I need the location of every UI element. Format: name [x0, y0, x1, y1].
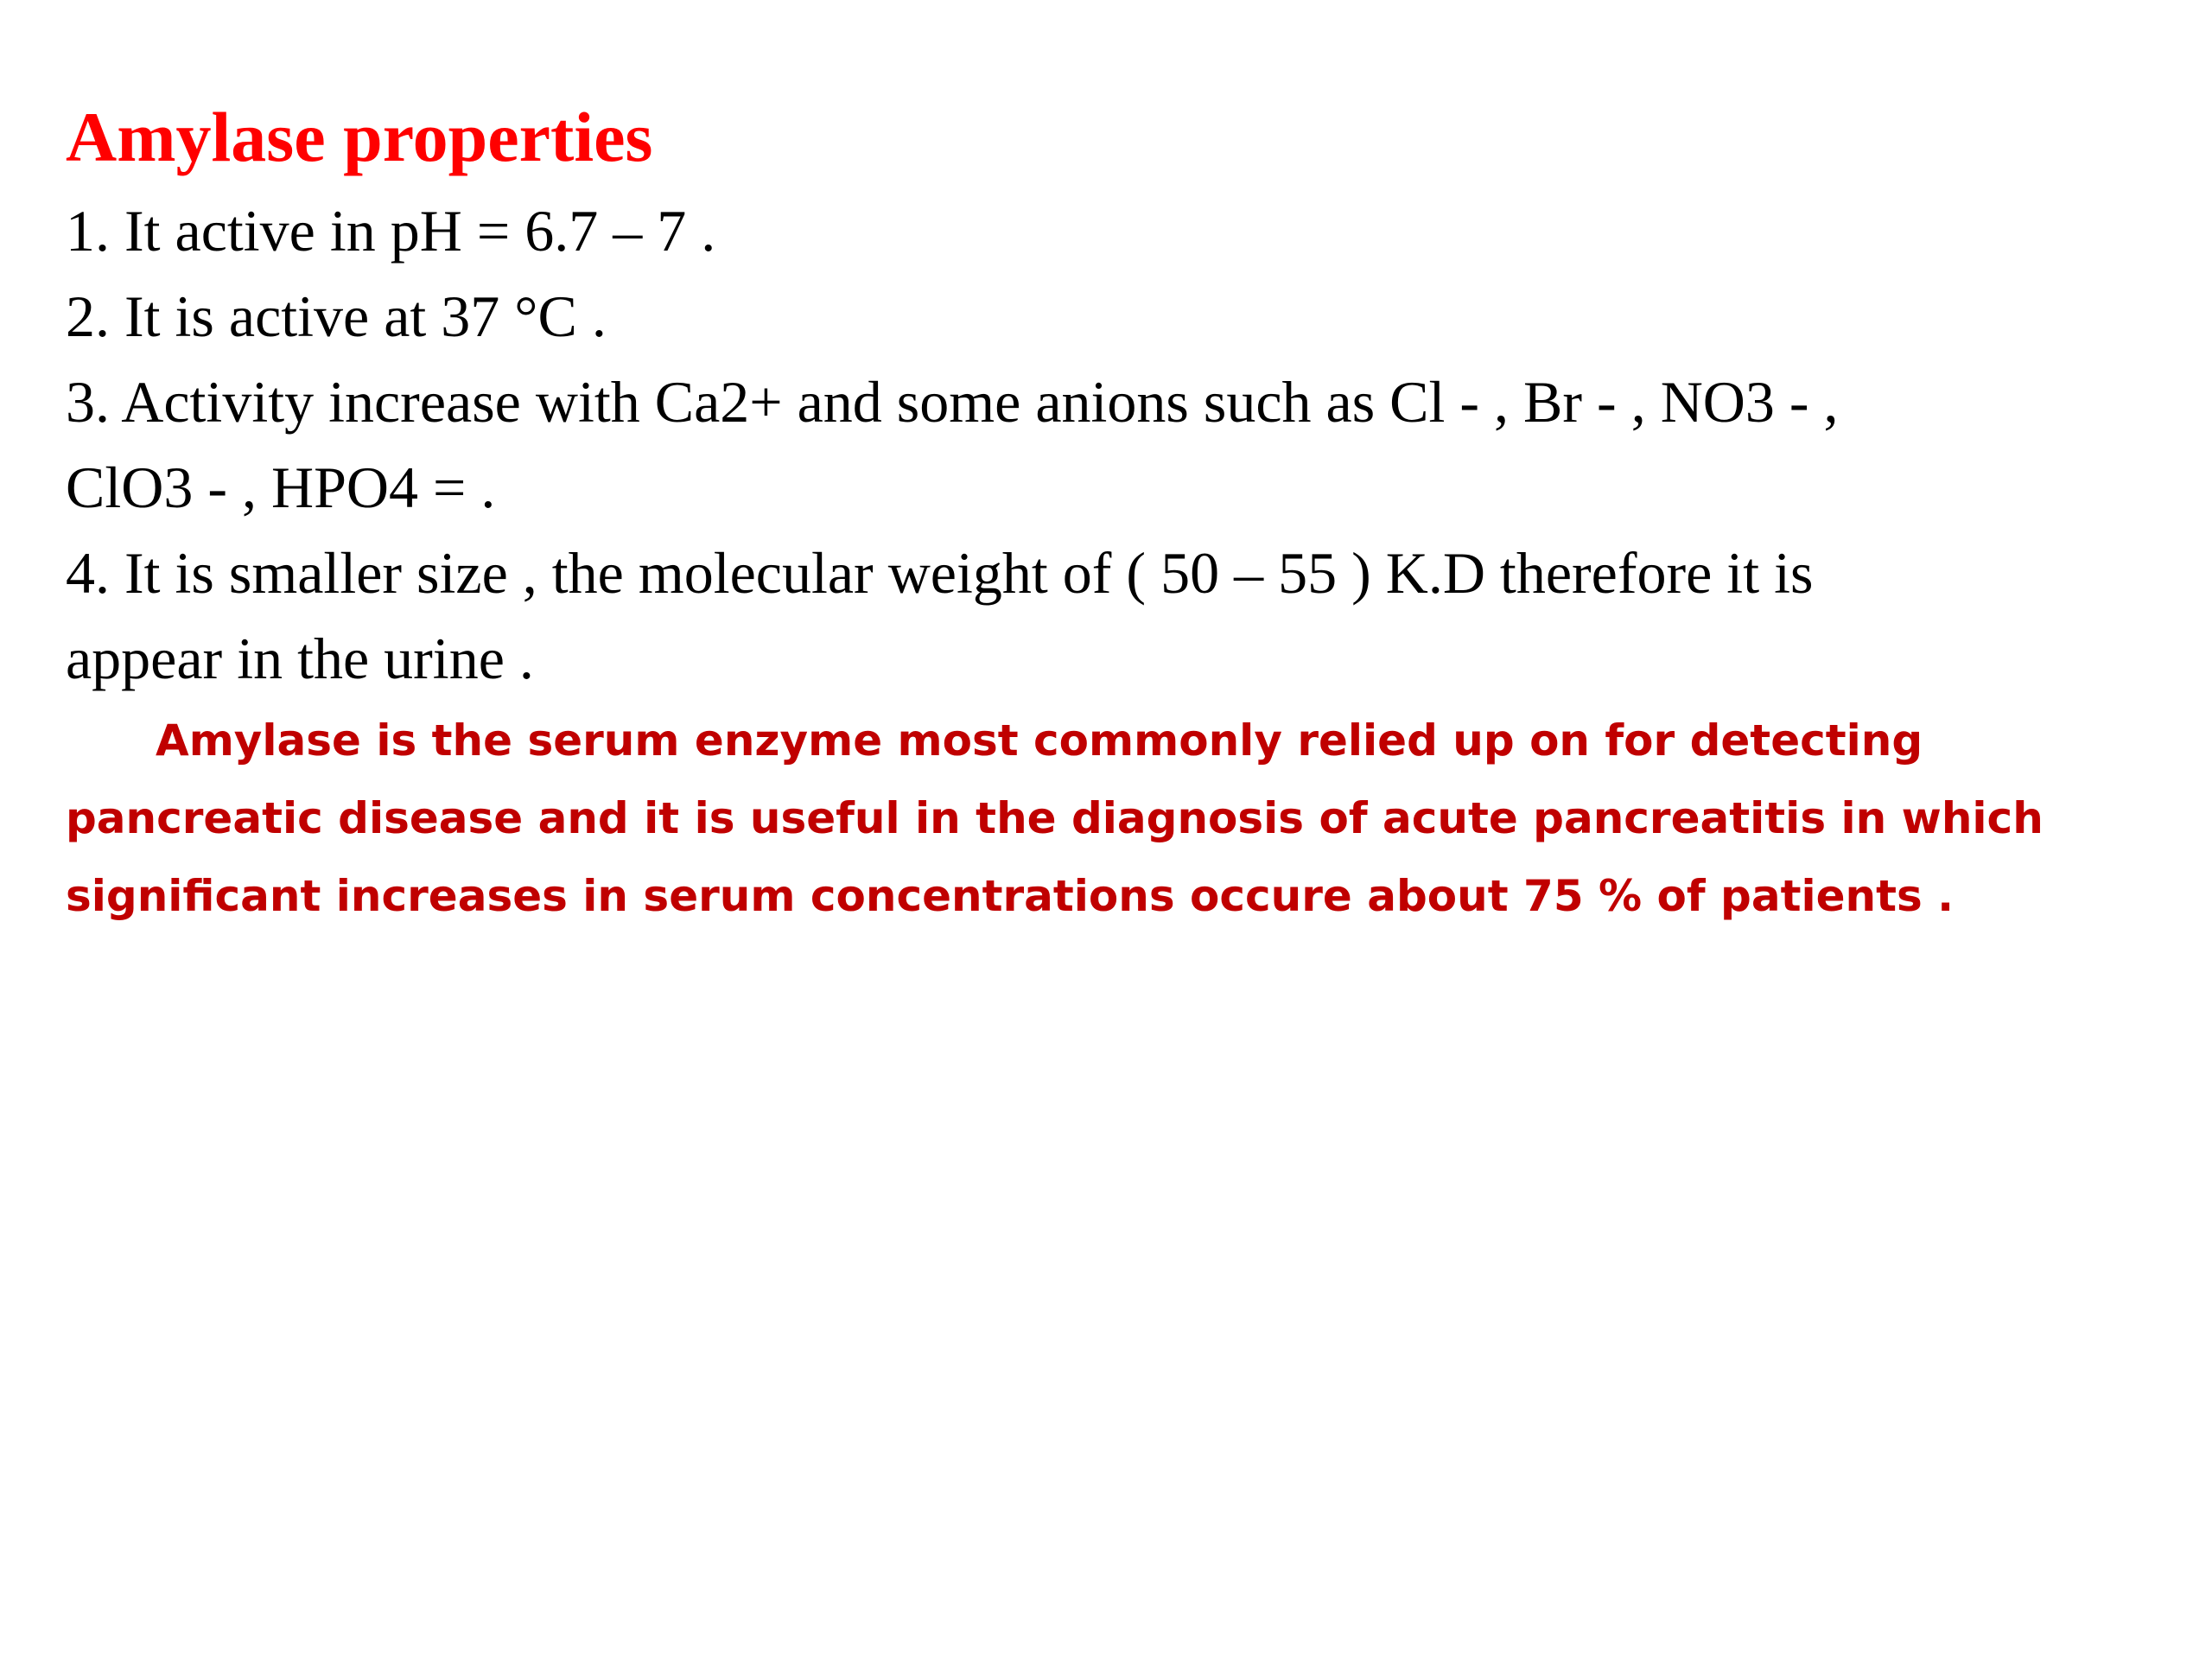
point-molecular-weight-line-2: appear in the urine . [66, 626, 534, 691]
note-line-2: pancreatic disease and it is useful in the diagnosis of acute pancreatitis in which [66, 793, 2044, 843]
slide-title: Amylase properties [66, 98, 653, 176]
point-molecular-weight-line-1: 4. It is smaller size , the molecular weight of ( 50 – 55 ) K.D therefore it is [66, 540, 1814, 606]
note-line-1: Amylase is the serum enzyme most commonly relied up on for detecting [156, 715, 1923, 766]
slide-content [66, 86, 2053, 935]
point-temperature: 2. It is active at 37 °C . [66, 283, 607, 349]
note-line-3: significant increases in serum concentrations occure about 75 % of patients . [66, 871, 1955, 921]
point-ph: 1. It active in pH = 6.7 – 7 . [66, 198, 716, 264]
point-activators-line-2: ClO3 - , HPO4 = . [66, 454, 496, 520]
point-activators-line-1: 3. Activity increase with Ca2+ and some anions such as Cl - , Br - , NO3 - , [66, 369, 1839, 435]
